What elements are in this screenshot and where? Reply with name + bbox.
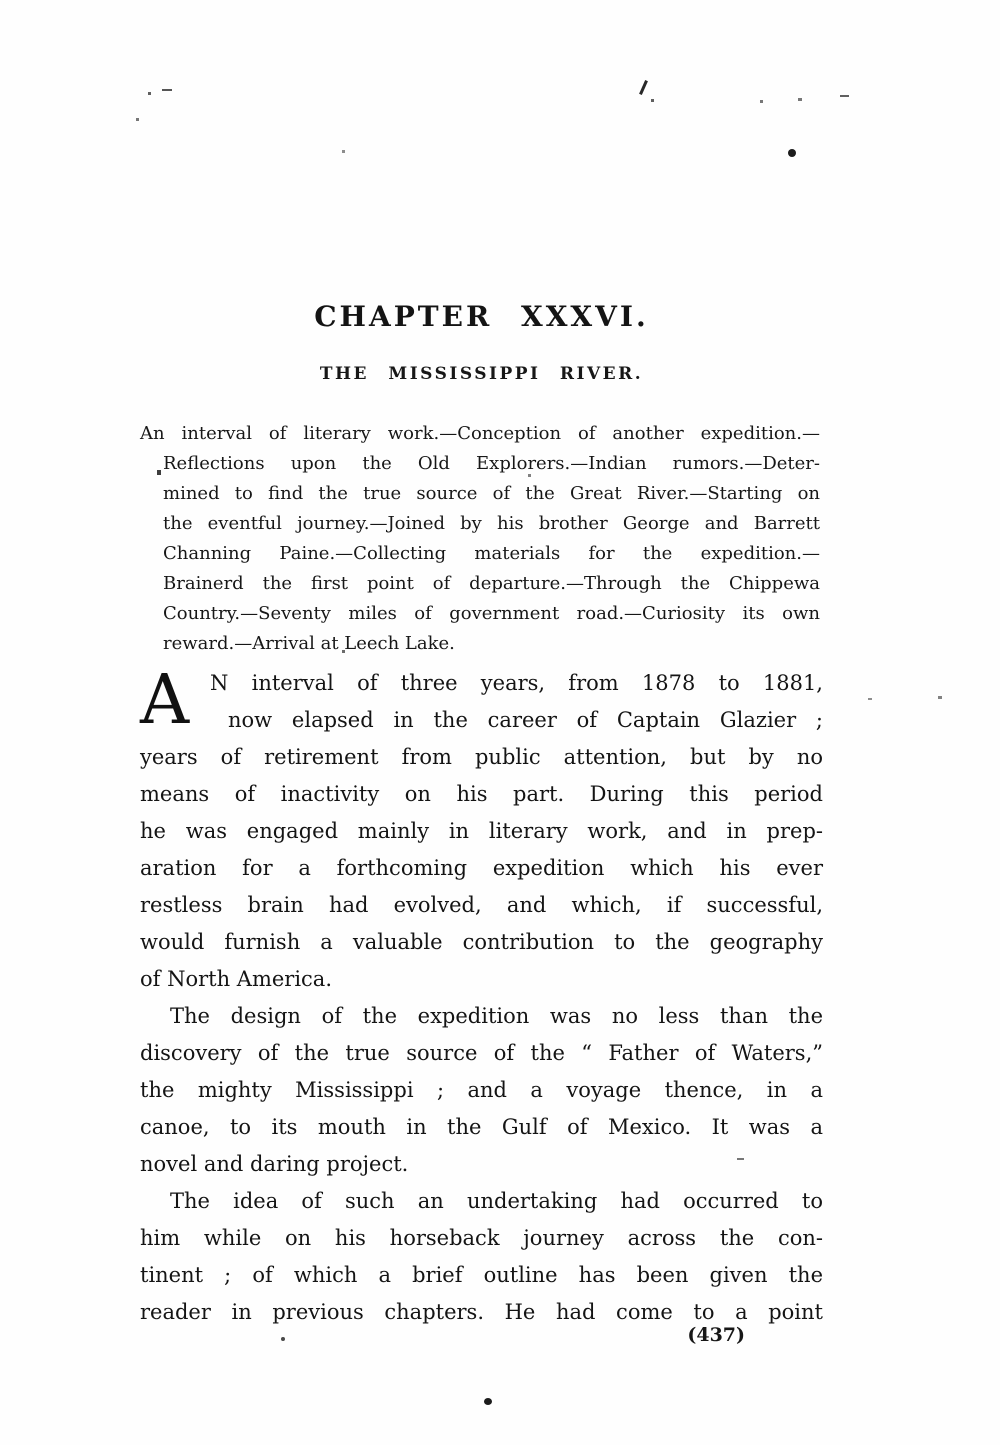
scan-speckle	[342, 150, 345, 153]
scan-speckle	[760, 100, 763, 103]
text-line: canoe, to its mouth in the Gulf of Mexico. It was a	[140, 1115, 823, 1139]
text-line: novel and daring project.	[140, 1152, 409, 1176]
body-text	[140, 661, 823, 1331]
text-line: N interval of three years, from 1878 to 1881,	[210, 671, 823, 695]
drop-cap: A	[140, 661, 190, 740]
text-line: years of retirement from public attention, but by no	[140, 745, 823, 769]
scan-speckle	[651, 99, 654, 102]
scan-speckle	[798, 98, 802, 101]
text-line: would furnish a valuable contribution to the geography	[140, 930, 823, 954]
paragraph	[140, 1183, 823, 1331]
synopsis-line: the eventful journey.—Joined by his brother George and Barrett	[163, 513, 820, 534]
scan-speckle	[788, 149, 796, 157]
scan-speckle	[938, 696, 942, 699]
text-line: restless brain had evolved, and which, if successful,	[140, 893, 823, 917]
text-line: he was engaged mainly in literary work, and in prep-	[140, 819, 823, 843]
synopsis-line: Reflections upon the Old Explorers.—Indian rumors.—Deter-	[163, 453, 820, 474]
text-line: of North America.	[140, 967, 333, 991]
scan-speckle	[840, 95, 849, 97]
synopsis-line: mined to find the true source of the Great River.—Starting on	[163, 483, 820, 504]
paragraph	[140, 661, 823, 998]
text-line: discovery of the true source of the “ Father of Waters,”	[140, 1041, 823, 1065]
text-line: him while on his horseback journey across the con-	[140, 1226, 823, 1250]
scan-speckle	[148, 92, 151, 95]
chapter-subtitle: THE MISSISSIPPI RIVER.	[319, 364, 644, 384]
chapter-synopsis	[140, 419, 820, 659]
text-line: The design of the expedition was no less than the	[170, 1004, 823, 1028]
text-line: reader in previous chapters. He had come to a point	[140, 1300, 823, 1324]
synopsis-line: Country.—Seventy miles of government road.—Curiosity its own	[163, 603, 820, 624]
paragraph	[140, 998, 823, 1183]
scan-speckle	[162, 89, 172, 91]
chapter-title: CHAPTER XXXVI.	[314, 300, 649, 333]
scan-speckle	[136, 118, 139, 121]
text-line: the mighty Mississippi ; and a voyage thence, in a	[140, 1078, 823, 1102]
synopsis-line: Brainerd the first point of departure.—Through the Chippewa	[163, 573, 820, 594]
text-line: The idea of such an undertaking had occurred to	[170, 1189, 823, 1213]
synopsis-line: reward.—Arrival at Leech Lake.	[163, 633, 455, 654]
text-line: aration for a forthcoming expedition which his ever	[140, 856, 823, 880]
page-number: (437)	[687, 1324, 745, 1346]
text-line: now elapsed in the career of Captain Glazier ;	[228, 708, 823, 732]
text-line: tinent ; of which a brief outline has been given the	[140, 1263, 823, 1287]
synopsis-line: Channing Paine.—Collecting materials for the expedition.—	[163, 543, 820, 564]
synopsis-line: An interval of literary work.—Conception of another expedition.—	[140, 423, 820, 444]
text-line: means of inactivity on his part. During this period	[140, 782, 823, 806]
scan-speckle	[639, 80, 648, 95]
scan-speckle	[484, 1398, 492, 1405]
scan-speckle	[868, 698, 872, 700]
